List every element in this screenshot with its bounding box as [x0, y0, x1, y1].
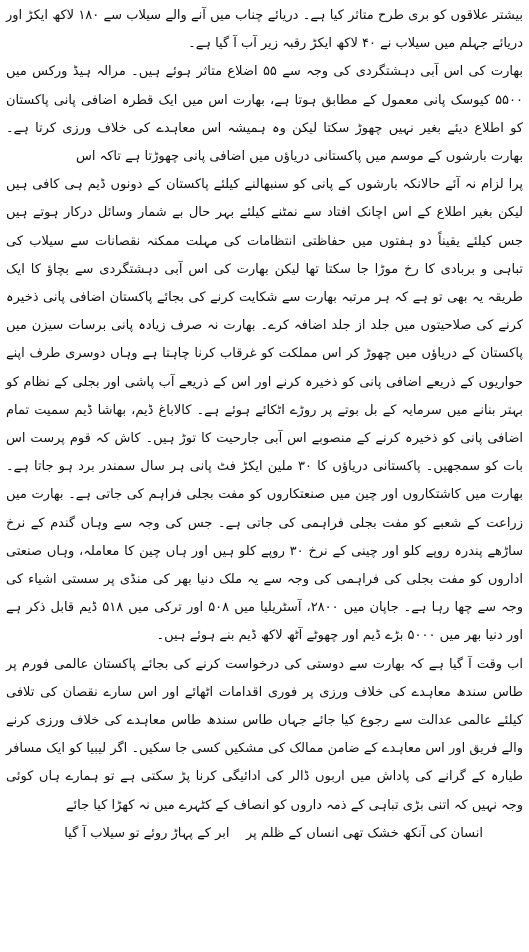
- closing-verse: انسان کی آنکھ خشک تھی انساں کے ظلم پر ابر کے پہاڑ روئے تو سیلاب آ گیا: [64, 825, 483, 841]
- article-paragraph-1: بیشتر علاقوں کو بری طرح متاثر کیا ہے۔ دریائے چناب میں آنے والے سیلاب سے ۱۸۰ لاکھ ایکڑ اور دریائے جہلم میں سیلاب نے ۴۰ لاکھ ایکڑ رقبہ زیر آب آ گیا ہے۔: [6, 8, 523, 52]
- article-paragraph-4: اب وقت آ گیا ہے کہ بھارت سے دوستی کی درخواست کرنے کی بجائے پاکستان عالمی فورم پر طاس سندھ معاہدے کی خلاف ورزی پر فوری اقدامات اٹھائے اور اس سارے نقصان کی تلافی کیلئے عالمی عدالت سے رجوع کیا جائے جہاں طاس سندھ طاس معاہدے کی خلاف ورزی کرنے والے فریق اور اس معاہدے کے ضامن ممالک کی مشکیں کسی جا سکیں۔ اگر لیبیا کو ایک مسافر طیارہ کے گرانے کی پاداش میں اربوں ڈالر کی ادائیگی کرنا پڑ سکتی ہے تو ہمارے ہاں کوئی وجہ نہیں کہ اتنی بڑی تباہی کے ذمہ داروں کو انصاف کے کٹہرے میں نہ کھڑا کیا جائے: [6, 656, 523, 813]
- article-paragraph-3: پرا لزام نہ آئے حالانکہ بارشوں کے پانی کو سنبھالنے کیلئے پاکستان کے دونوں ڈیم ہی کافی ہیں لیکن بغیر اطلاع کے اس اچانک افتاد سے نمٹنے کیلئے بہر حال بے شمار وسائل درکار ہوتے ہیں جس کیلئے یقیناً دو ہفتوں میں حفاظتی انتظامات کی مہلت ممکنہ نقصانات سے سیلاب کی تباہی و بربادی کا رخ موڑا جا سکتا تھا لیکن بھارت کی اس آبی دہشتگردی سے بچاؤ کا ایک طریقہ یہ بھی تو ہے کہ ہر مرتبہ بھارت سے شکایت کرنے کی بجائے پاکستان اضافی پانی ذخیرہ کرنے کی صلاحیتوں میں جلد از جلد اضافہ کرے۔ بھارت نہ صرف زیادہ پانی برسات سیزن میں پاکستان کے دریاؤں میں چھوڑ کر اس مملکت کو غرقاب کرنا چاہتا ہے وہاں دوسری طرف اپنے حواریوں کے ذریعے اضافی پانی کو ذخیرہ کرنے اور اس کے ذریعے آب پاشی اور بجلی کے نظام کو بہتر بنانے میں سرمایہ کے بل بوتے پر روڑے اٹکائے ہوئے ہے۔ کالاباغ ڈیم، بھاشا ڈیم سمیت تمام اضافی پانی کو ذخیرہ کرنے کے منصوبے اس آبی جارحیت کا توڑ ہیں۔ کاش کہ قوم پرست اس بات کو سمجھیں۔ پاکستانی دریاؤں کا ۳۰ ملین ایکڑ فٹ پانی ہر سال سمندر برد ہو جاتا ہے۔ بھارت میں کاشتکاروں اور چین میں صنعتکاروں کو مفت بجلی فراہم کی جاتی ہے۔ بھارت میں زراعت کے شعبے کو مفت بجلی فراہمی کی جاتی ہے۔ جس کی وجہ سے وہاں گندم کے نرخ ساڑھے پندرہ روپے کلو اور چینی کے نرخ ۳۰ روپے کلو ہیں اور ہاں چین کا معاملہ، وہاں صنعتی اداروں کو مفت بجلی کی فراہمی کی وجہ سے یہ ملک دنیا بھر کی منڈی پر سستی اشیاء کی وجہ سے چھا رہا ہے۔ جاپان میں ۲۸۰۰، آسٹریلیا میں ۵۰۸ اور ترکی میں ۵۱۸ ڈیم قابل ذکر ہے اور دنیا بھر میں ۵۰۰۰ بڑے ڈیم اور چھوٹے آٹھ لاکھ ڈیم بنے ہوئے ہیں۔: [6, 177, 523, 644]
- article-paragraph-2: بھارت کی اس آبی دہشتگردی کی وجہ سے ۵۵ اضلاع متاثر ہوئے ہیں۔ مرالہ ہیڈ ورکس میں ۵۵۰۰ کیوسک پانی معمول کے مطابق ہوتا ہے، بھارت اس میں ایک قطرہ اضافی پانی پاکستان کو اطلاع دیئے بغیر نہیں چھوڑ سکتا لیکن وہ ہمیشہ اس معاہدے کی خلاف ورزی کرتا ہے۔ بھارت بارشوں کے موسم میں پاکستانی دریاؤں میں اضافی پانی چھوڑتا ہے تاکہ اس: [6, 64, 523, 165]
